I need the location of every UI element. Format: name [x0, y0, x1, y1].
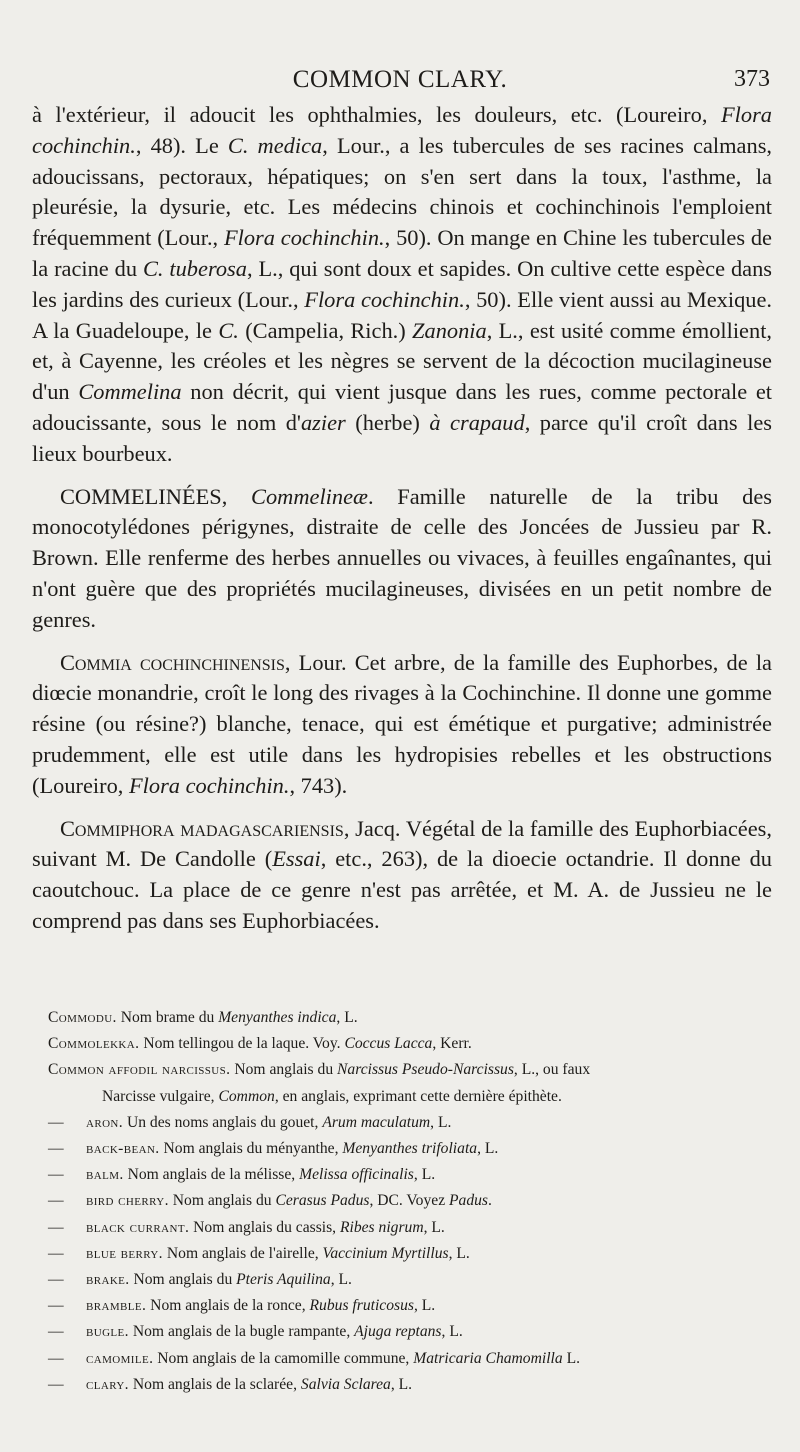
glossary-entry [48, 1346, 760, 1372]
glossary-entry [48, 1057, 760, 1083]
italic-text: azier [300, 409, 346, 435]
text-run: L. [562, 1349, 580, 1367]
italic-text: Matricaria Chamomilla [413, 1349, 563, 1367]
paragraph-commia [32, 648, 772, 802]
text-run: , L. [423, 1218, 445, 1236]
italic-text: Flora cochinchin. [223, 225, 385, 251]
text-run: Nom anglais de la mélisse, [123, 1166, 300, 1184]
italic-text: C. tuberosa [142, 255, 247, 281]
text-run: Nom anglais du ményanthe, [159, 1140, 343, 1158]
text-run: , L. [390, 1375, 413, 1393]
glossary-entry [48, 1215, 760, 1241]
text-run: Nom anglais de l'airelle, [162, 1244, 323, 1262]
text-run: , Lour., a les tubercules de ses racines calmans, adoucissans, pectoraux, hépatiques; on s'en sert dans la toux, l'asthme, la pleurésie, la dysurie, etc. Les médecins chinois et cochinchinois l'emploient fréquemment (Lour., [32, 132, 772, 251]
italic-text: Arum maculatum [322, 1113, 431, 1131]
text-run: Narcisse vulgaire, [102, 1087, 219, 1105]
small-caps-heading: black currant. [86, 1218, 190, 1236]
text-run: Nom anglais du [230, 1061, 338, 1079]
small-caps-heading: balm. [86, 1166, 124, 1184]
italic-text: Padus [449, 1192, 488, 1210]
paragraph-commiphora [32, 814, 772, 937]
small-caps-heading: aron. [86, 1113, 124, 1131]
italic-text: C. [218, 317, 239, 343]
text-run: Nom anglais de la bugle rampante, [128, 1323, 355, 1341]
page-header [0, 66, 800, 102]
text-run: , L. [441, 1323, 463, 1341]
ditto-dash: — [48, 1271, 64, 1289]
small-caps-heading: Common affodil narcissus. [48, 1061, 231, 1079]
text-run: Nom anglais de la ronce, [146, 1297, 310, 1315]
glossary-entry [48, 1267, 760, 1293]
glossary-entry [48, 1031, 760, 1057]
text-run: COMMELINÉES, [60, 483, 252, 509]
text-run: , L. [330, 1271, 352, 1289]
text-run: Nom tellingou de la laque. Voy. [139, 1035, 345, 1053]
text-run: Nom anglais de la sclarée, [128, 1375, 301, 1393]
glossary-entries [48, 1005, 760, 1398]
glossary-entry [48, 1162, 760, 1188]
small-caps-heading: Commodu. [48, 1009, 117, 1026]
italic-text: à crapaud [429, 409, 525, 435]
italic-text: Rubus fruticosus [309, 1297, 414, 1315]
ditto-dash: — [48, 1323, 64, 1341]
text-run: (herbe) [345, 409, 430, 435]
small-caps-heading: Commolekka. [48, 1035, 140, 1053]
small-caps-heading: Commiphora madagascariensis [60, 815, 344, 841]
italic-text: Melissa officinalis [299, 1166, 414, 1184]
glossary-entry [48, 1319, 760, 1345]
glossary-entry [48, 1293, 760, 1319]
italic-text: Ajuga reptans [354, 1323, 442, 1341]
text-run: Nom anglais de la camomille commune, [153, 1349, 414, 1367]
italic-text: Commelineæ [251, 483, 368, 509]
italic-text: Vaccinium Myrtillus [322, 1244, 449, 1262]
text-run: non décrit, qui vient jusque dans les rues, comme pectorale et adoucissante, sous le nom d' [32, 379, 772, 435]
text-run: , 743). [289, 772, 348, 798]
italic-text: Common [218, 1087, 275, 1105]
paragraph-commelina-continued [32, 100, 772, 470]
glossary-entry [48, 1136, 760, 1162]
text-run: . Famille naturelle de la tribu des monocotylédones périgynes, distraite de celle des Joncées de Jussieu par R. Brown. Elle renferme des herbes annuelles ou vivaces, à feuilles engaînantes, qui n'ont guère que des propriétés mucilagineuses, divisées en un petit nombre de genres. [32, 483, 773, 632]
text-run: à l'extérieur, il adoucit les ophthalmies, les douleurs, etc. (Loureiro, [32, 102, 721, 127]
italic-text: Cerasus Padus [275, 1192, 370, 1210]
text-run: Nom anglais du [129, 1271, 237, 1289]
ditto-dash: — [48, 1113, 64, 1131]
text-run: Nom anglais du [168, 1192, 276, 1210]
text-run: , Jacq. Végétal de la famille des Euphorbiacées, suivant M. De Candolle ( [32, 815, 772, 872]
text-run: , Lour. Cet arbre, de la famille des Euphorbes, de la diœcie monandrie, croît le long des rivages à la Cochinchine. Il donne une gomme résine (ou résine?) blanche, tenace, qui est émétique et purgative; administrée prudemment, elle est utile dans les hydropisies rebelles et les obstructions (Loureiro, [32, 649, 772, 798]
italic-text: Pteris Aquilina [236, 1271, 331, 1289]
glossary-entry [48, 1188, 760, 1214]
text-run: , L., est usité comme émollient, et, à Cayenne, les créoles et les nègres se servent de la décoction mucilagineuse d'un [32, 317, 773, 405]
small-caps-heading: brake. [86, 1271, 130, 1289]
text-run: , etc., 263), de la dioecie octandrie. Il donne du caoutchouc. La place de ce genre n'est pas arrêtée, et M. A. de Jussieu ne le comprend pas dans ses Euphorbiacées. [32, 846, 773, 933]
text-run: , DC. Voyez [369, 1192, 450, 1210]
running-title: COMMON CLARY. [292, 66, 508, 93]
text-run: , L. [413, 1166, 436, 1184]
text-run: , L. [336, 1009, 358, 1026]
small-caps-heading: bramble. [86, 1297, 147, 1315]
italic-text: Coccus Lacca [344, 1035, 433, 1053]
ditto-dash: — [48, 1375, 64, 1393]
text-run: , L., ou faux [513, 1061, 591, 1079]
paragraph-commelinees [32, 482, 772, 636]
text-run: , 48). Le [135, 132, 228, 158]
text-run: Un des noms anglais du gouet, [123, 1113, 323, 1131]
glossary-entry [48, 1084, 760, 1110]
text-run: , 50). On mange en Chine les tubercules de la racine du [32, 225, 772, 281]
italic-text: Flora cochinchin. [304, 286, 465, 312]
small-caps-heading: Commia cochinchinensis [60, 649, 285, 675]
text-run: , Kerr. [432, 1035, 472, 1053]
italic-text: Flora cochinchin. [32, 102, 772, 158]
page-number: 373 [734, 66, 770, 92]
italic-text: Narcissus Pseudo-Narcissus [337, 1061, 514, 1079]
italic-text: Essai [272, 846, 321, 872]
text-run: , L. [448, 1244, 470, 1262]
text-run: , parce qu'il croît dans les lieux bourbeux. [32, 409, 772, 466]
italic-text: Zanonia [412, 317, 487, 343]
italic-text: Ribes nigrum [339, 1218, 424, 1236]
small-caps-heading: bird cherry. [86, 1192, 169, 1210]
ditto-dash: — [48, 1349, 64, 1367]
text-run: (Campelia, Rich.) [238, 317, 413, 343]
italic-text: Salvia Sclarea [300, 1375, 391, 1393]
small-caps-heading: back-bean. [86, 1140, 160, 1158]
italic-text: Flora cochinchin. [129, 772, 290, 798]
small-caps-heading: clary. [86, 1375, 129, 1393]
text-run: . [488, 1192, 492, 1210]
ditto-dash: — [48, 1244, 64, 1262]
text-run: , L. [430, 1113, 452, 1131]
italic-text: Menyanthes trifoliata [342, 1140, 478, 1158]
italic-text: Menyanthes indica [218, 1009, 337, 1026]
text-run: Nom anglais du cassis, [189, 1218, 340, 1236]
main-text [32, 100, 772, 937]
text-run: , en anglais, exprimant cette dernière épithète. [274, 1087, 562, 1105]
text-run: , L., qui sont doux et sapides. On cultive cette espèce dans les jardins des curieux (Lour., [32, 255, 773, 312]
small-caps-heading: bugle. [86, 1323, 129, 1341]
glossary-entry [48, 1241, 760, 1267]
text-run: Nom brame du [116, 1009, 219, 1026]
ditto-dash: — [48, 1192, 64, 1210]
ditto-dash: — [48, 1140, 64, 1158]
small-caps-heading: camomile. [86, 1349, 154, 1367]
glossary-entry [48, 1110, 760, 1136]
italic-text: Commelina [78, 379, 182, 405]
italic-text: C. medica [227, 132, 323, 158]
text-run: , 50). Elle vient aussi au Mexique. A la Guadeloupe, le [32, 286, 773, 343]
ditto-dash: — [48, 1297, 64, 1315]
ditto-dash: — [48, 1166, 64, 1184]
small-caps-heading: blue berry. [86, 1244, 163, 1262]
text-run: , L. [477, 1140, 499, 1158]
glossary-entry [48, 1005, 760, 1031]
text-run: , L. [413, 1297, 436, 1315]
ditto-dash: — [48, 1218, 64, 1236]
glossary-entry [48, 1372, 760, 1398]
